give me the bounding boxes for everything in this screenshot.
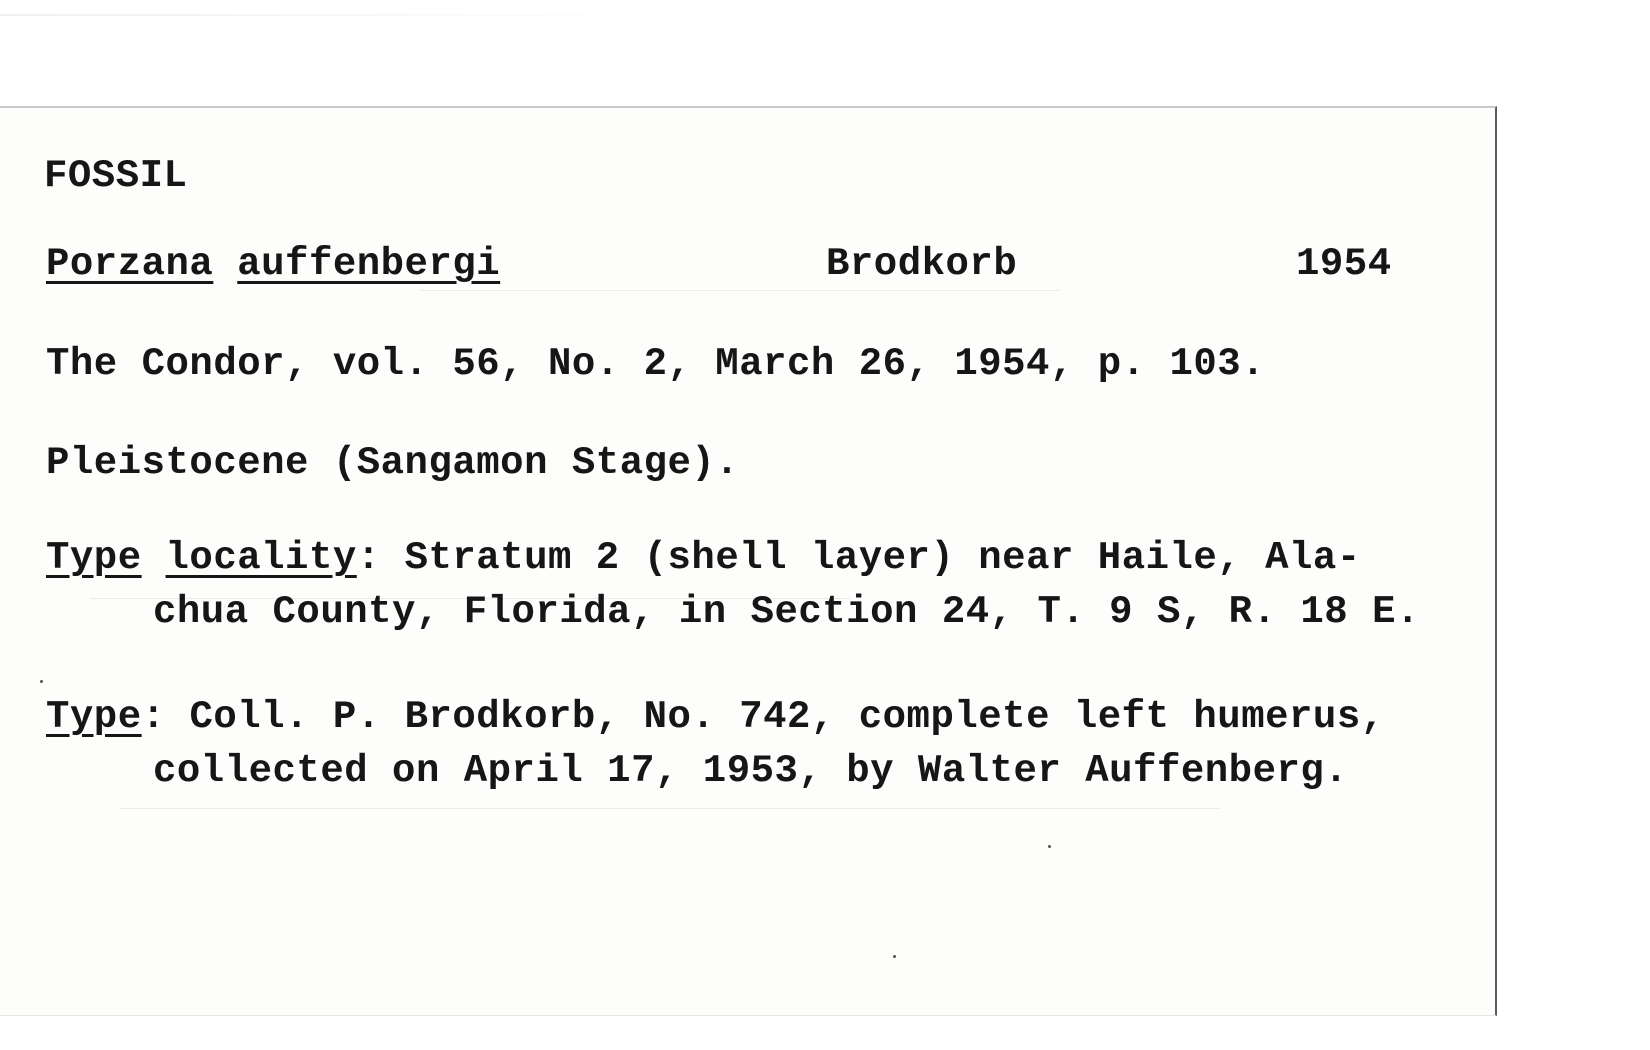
- type-specimen-text-2: collected on April 17, 1953, by Walter Auffenberg.: [153, 749, 1349, 793]
- genus-name: Porzana: [46, 242, 214, 286]
- author-name: Brodkorb: [826, 242, 1018, 286]
- type-locality-label-type: Type: [46, 536, 142, 580]
- species-name: auffenbergi: [237, 242, 501, 286]
- scan-edge: [0, 14, 660, 16]
- type-locality-text-2: chua County, Florida, in Section 24, T. 9 S, R. 18 E.: [153, 590, 1420, 634]
- type-locality-line-1: [46, 536, 1361, 580]
- citation-line: The Condor, vol. 56, No. 2, March 26, 1954, p. 103.: [46, 342, 1266, 386]
- ink-speck: [1048, 845, 1051, 848]
- type-specimen-label: Type: [46, 695, 142, 739]
- bleed-through-line: [420, 290, 1060, 291]
- card-heading: FOSSIL: [44, 154, 188, 198]
- bleed-through-line: [120, 808, 1220, 809]
- type-locality-label-locality: locality: [165, 536, 357, 580]
- ink-speck: [40, 680, 43, 683]
- catalog-card: [0, 106, 1497, 1016]
- type-specimen-line-1: [46, 695, 1385, 739]
- geologic-age-line: Pleistocene (Sangamon Stage).: [46, 441, 740, 485]
- ink-speck: [893, 955, 896, 958]
- publication-year: 1954: [1296, 242, 1392, 286]
- type-locality-text-1: Stratum 2 (shell layer) near Haile, Ala-: [404, 536, 1361, 580]
- taxon-line: [46, 242, 500, 286]
- type-locality-separator: :: [356, 536, 381, 580]
- type-specimen-separator: :: [141, 695, 166, 739]
- type-specimen-text-1: Coll. P. Brodkorb, No. 742, complete left humerus,: [189, 695, 1385, 739]
